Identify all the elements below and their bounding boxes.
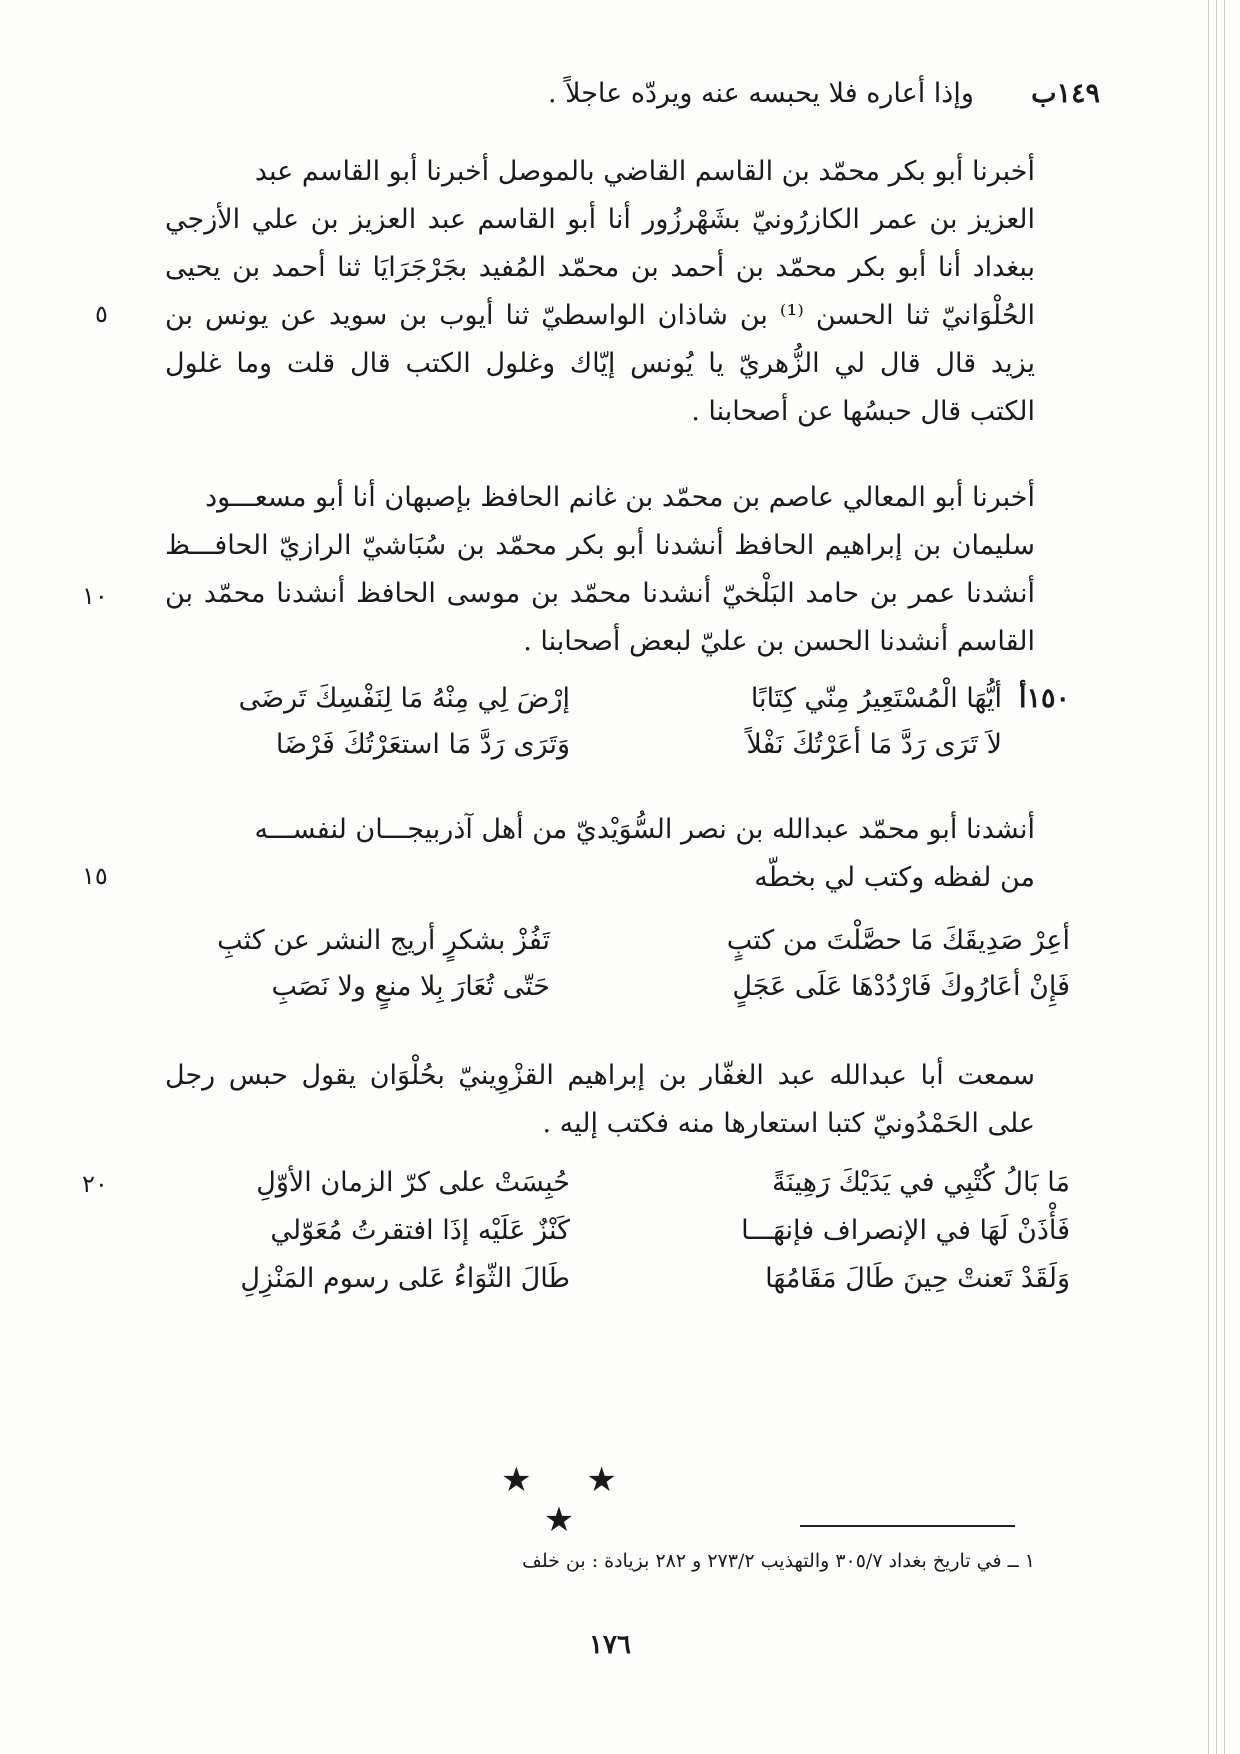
poem-verse	[120, 722, 1070, 768]
paragraph-line: على الحَمْدُونيّ كتبا استعارها منه فكتب إليه .	[542, 1108, 1035, 1139]
verse-second-hemistich: حَتّى تُعَارَ بِلا منعٍ ولا نَصَبِ	[271, 971, 550, 1002]
paragraph-line: يزيد قال قال لي الزُّهريّ يا يُونس إيّاك وغلول الكتب قال قلت وما غلول	[165, 348, 1035, 379]
verse-first-hemistich: لاَ تَرَى رَدَّ مَا أعَرْتُكَ نَفْلاً	[746, 729, 1002, 760]
scan-edge-line	[1216, 0, 1217, 1754]
poem-verse	[120, 918, 1070, 964]
poem-verse	[120, 1160, 1070, 1206]
paragraph-line: أخبرنا أبو بكر محمّد بن القاسم القاضي بالموصل أخبرنا أبو القاسم عبد	[254, 156, 1035, 187]
paragraph-line: من لفظه وكتب لي بخطّه	[754, 862, 1035, 893]
poem-verse	[120, 1256, 1070, 1302]
poem-verse	[120, 676, 1070, 722]
verse-second-hemistich: كَنْزٌ عَلَيْه إذَا افتقرتُ مُعَوّلي	[270, 1215, 570, 1246]
line-number: ٢٠	[82, 1170, 108, 1198]
paragraph-line: سمعت أبا عبدالله عبد الغفّار بن إبراهيم القزْوِينيّ بحُلْوَان يقول حبس رجل	[165, 1060, 1035, 1091]
scan-edge-line	[1224, 0, 1225, 1754]
scan-edge-line	[1208, 0, 1209, 1754]
paragraph-line: العزيز بن عمر الكازرُونيّ بشَهْرزُور أنا أبو القاسم عبد العزيز بن علي الأزجي	[165, 204, 1035, 235]
star-separator: ★ ★ ★	[501, 1460, 639, 1540]
verse-first-hemistich: أعِرْ صَدِيقَكَ مَا حصَّلْتَ من كتبٍ	[726, 925, 1070, 956]
verse-first-hemistich: فَإِنْ أعَارُوكَ فَارْدُدْهَا عَلَى عَجَلٍ	[732, 971, 1070, 1002]
footnote-rule	[800, 1525, 1015, 1527]
line-number: ٥	[95, 300, 108, 328]
verse-first-hemistich: أيُّهَا الْمُسْتَعِيرُ مِنّي كِتَابًا	[750, 683, 1002, 714]
paragraph-line: ببغداد أنا أبو بكر محمّد بن أحمد بن محمّد المُفيد بجَرْجَرَايَا ثنا أحمد بن يحيى	[165, 252, 1035, 283]
paragraph-line: أخبرنا أبو المعالي عاصم بن محمّد بن غانم الحافظ بإصبهان أنا أبو مسعـــود	[205, 482, 1035, 513]
verse-second-hemistich: إرْضَ لِي مِنْهُ مَا لِنَفْسِكَ تَرضَى	[238, 683, 570, 714]
paragraph-line: القاسم أنشدنا الحسن بن عليّ لبعض أصحابنا .	[523, 626, 1035, 657]
poem-verse	[120, 1208, 1070, 1254]
verse-first-hemistich: فَأْذَنْ لَهَا في الإنصراف فإنهَـــا	[741, 1215, 1070, 1246]
header-text: وإذا أعاره فلا يحبسه عنه ويردّه عاجلاً .	[547, 78, 974, 109]
paragraph-line: سليمان بن إبراهيم الحافظ أنشدنا أبو بكر محمّد بن سُبَاشيّ الرازيّ الحافـــظ	[165, 530, 1035, 561]
page-header	[548, 70, 1100, 118]
paragraph-line: الكتب قال حبسُها عن أصحابنا .	[691, 396, 1035, 427]
poem-verse	[120, 964, 1070, 1010]
verse-second-hemistich: وَتَرَى رَدَّ مَا استعَرْتُكَ فَرْضَا	[275, 729, 570, 760]
line-number: ١٠	[82, 582, 108, 610]
verse-second-hemistich: تَفُزْ بشكرٍ أريج النشر عن كثبِ	[217, 925, 550, 956]
verse-first-hemistich: مَا بَالُ كُتْبِي في يَدَيْكَ رَهِينَةً	[771, 1167, 1070, 1198]
footnote: ١ ــ في تاريخ بغداد ٣٠٥/٧ والتهذيب ٢٧٣/٢ و ٢٨٢ بزيادة : بن خلف	[522, 1550, 1035, 1572]
verse-first-hemistich: وَلَقَدْ تَعنتْ حِينَ طَالَ مَقَامُهَا	[765, 1263, 1070, 1294]
paragraph-line: الحُلْوَانيّ ثنا الحسن ⁽¹⁾ بن شاذان الواسطيّ ثنا أيوب بن سويد عن يونس بن	[165, 300, 1035, 331]
folio-marker: ١٤٩ب	[1031, 78, 1100, 109]
line-number: ١٥	[82, 862, 108, 890]
page-number: ١٧٦	[589, 1630, 631, 1660]
folio-marker: ١٥٠أ	[1018, 683, 1070, 714]
verse-second-hemistich: طَالَ الثّوَاءُ عَلى رسوم المَنْزِلِ	[240, 1263, 570, 1294]
verse-second-hemistich: حُبِسَتْ على كرّ الزمان الأوّلِ	[256, 1167, 570, 1198]
paragraph-line: أنشدنا عمر بن حامد البَلْخيّ أنشدنا محمّد بن موسى الحافظ أنشدنا محمّد بن	[165, 578, 1035, 609]
paragraph-line: أنشدنا أبو محمّد عبدالله بن نصر السُّوَيْديّ من أهل آذربيجـــان لنفســـه	[254, 814, 1035, 845]
